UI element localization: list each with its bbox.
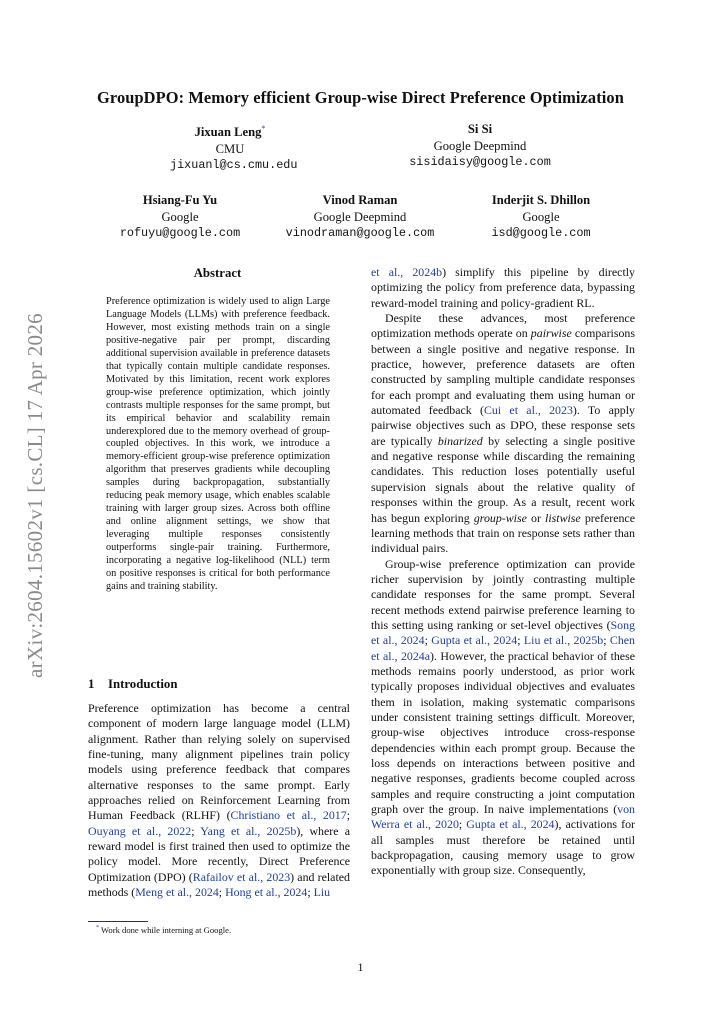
footnote xyxy=(96,925,231,935)
author-affiliation: Google xyxy=(161,209,199,224)
author-email: jixuanl@cs.cmu.edu xyxy=(170,158,298,173)
author-email: sisidaisy@google.com xyxy=(409,155,551,169)
author-name: Jixuan Leng xyxy=(194,125,262,140)
arxiv-identifier: arXiv:2604.15602v1 [cs.CL] 17 Apr 2026 xyxy=(22,312,47,678)
citation-link[interactable]: Hong et al., 2024 xyxy=(225,885,308,900)
citation-link[interactable]: Yang et al., 2025b xyxy=(200,823,297,838)
author-affiliation: Google Deepmind xyxy=(313,209,407,224)
author-name: Si Si xyxy=(467,122,493,136)
author-block-3 xyxy=(100,192,260,242)
citation-link[interactable]: von Werra et al., 2020 xyxy=(371,802,635,832)
author-block-5 xyxy=(461,192,621,242)
citation-link[interactable]: Gupta et al., 2024 xyxy=(431,633,518,648)
author-name: Hsiang-Fu Yu xyxy=(142,193,218,207)
author-affiliation: Google Deepmind xyxy=(433,138,527,153)
abstract-heading: Abstract xyxy=(193,266,242,280)
citation-link[interactable]: Chen et al., 2024a xyxy=(371,633,636,663)
author-affiliation: CMU xyxy=(215,141,245,156)
emphasized-term: binarized xyxy=(437,433,483,448)
citation-link[interactable]: Gupta et al., 2024 xyxy=(466,817,555,832)
citation-link[interactable]: Cui et al., 2023 xyxy=(483,403,573,418)
citation-link[interactable]: et al., 2024b xyxy=(371,265,443,279)
author-name: Vinod Raman xyxy=(322,193,398,207)
footnote-text: Work done while interning at Google. xyxy=(101,925,232,935)
author-block-2 xyxy=(400,121,560,171)
page-number: 1 xyxy=(357,960,364,974)
paper-title: GroupDPO: Memory efficient Group-wise Direct Preference Optimization xyxy=(97,88,624,107)
section-title: Introduction xyxy=(108,677,178,691)
paragraph: Despite these advances, most preference optimization methods operate on pairwise comparisons between a single positive and negative response. In practice, however, preference datasets are often constructed by sampling multiple candidate responses for each prompt and evaluating them using human or automated feedback (Cui et al., 2023). To apply pairwise objectives such as DPO, these response sets are typically binarized by selecting a single positive and negative response while discarding the remaining candidates. This reduction loses potentially useful supervision signals about the relative quality of responses within the group. As a result, recent work has begun exploring group-wise or listwise preference learning methods that train on response sets rather than individual pairs. xyxy=(371,311,635,556)
footnote-marker: * xyxy=(96,925,99,932)
citation-link[interactable]: Meng et al., 2024 xyxy=(135,885,219,900)
citation-link[interactable]: Rafailov et al., 2023 xyxy=(192,869,291,884)
right-column-body xyxy=(371,265,635,879)
emphasized-term: pairwise xyxy=(530,326,572,341)
emphasized-term: listwise xyxy=(545,510,581,525)
author-email: vinodraman@google.com xyxy=(285,226,435,240)
author-affiliation: Google xyxy=(522,209,560,224)
author-block-4 xyxy=(270,192,450,242)
citation-link[interactable]: Song et al., 2024 xyxy=(371,617,635,648)
emphasized-term: group-wise xyxy=(473,510,527,525)
author-block-1 xyxy=(170,121,298,174)
left-column-body xyxy=(88,701,350,900)
section-heading-introduction xyxy=(88,677,177,692)
section-number: 1 xyxy=(88,677,95,691)
footnote-marker: * xyxy=(261,124,266,133)
paragraph: et al., 2024b) simplify this pipeline by directly optimizing the policy from preference data, bypassing reward-model training and policy-gradient RL. xyxy=(371,265,636,310)
author-email: rofuyu@google.com xyxy=(119,226,241,240)
citation-link[interactable]: Ouyang et al., 2022 xyxy=(88,823,192,838)
paragraph: Preference optimization has become a central component of modern large language model (LLM) alignment. Rather than relying solely on supervised fine-tuning, many alignment pipelines train policy models using preference feedback that compares alternative responses to the same prompt. Early approaches relied on Reinforcement Learning from Human Feedback (RLHF) (Christiano et al., 2017; Ouyang et al., 2022; Yang et al., 2025b), where a reward model is first trained then used to optimize the policy model. More recently, Direct Preference Optimization (DPO) (Rafailov et al., 2023) and related methods (Meng et al., 2024; Hong et al., 2024; Liu xyxy=(88,701,350,900)
paragraph: Group-wise preference optimization can provide richer supervision by jointly contrasting multiple candidate responses for the same prompt. Several recent methods extend pairwise preference learning to this setting using ranking or set-level objectives (Song et al., 2024; Gupta et al., 2024; Liu et al., 2025b; Chen et al., 2024a). However, the practical behavior of these methods remains poorly understood, as prior work typically proposes individual objectives and evaluates them in isolation, making systematic comparisons under consistent training settings difficult. Moreover, group-wise objectives introduce cross-response dependencies within each prompt group. Because the loss depends on interactions between positive and negative responses, gradients become coupled across samples and require constructing a joint computation graph over the group. In naive implementations (von Werra et al., 2020; Gupta et al., 2024), activations for all samples must therefore be retained until backpropagation, causing memory usage to grow exponentially with group size. Consequently, xyxy=(371,556,636,878)
citation-link[interactable]: Christiano et al., 2017 xyxy=(230,808,347,823)
author-email: isd@google.com xyxy=(491,226,591,240)
citation-link[interactable]: Liu xyxy=(313,885,331,900)
abstract-text: Preference optimization is widely used to align Large Language Models (LLMs) with preference feedback. However, most existing methods train on a single positive-negative pair per prompt, discarding additional supervision available in preference datasets that typically contain multiple candidate responses. Motivated by this limitation, recent work explores group-wise preference optimization, which jointly contrasts multiple responses for the same prompt, but its empirical behavior and scalability remain underexplored due to the memory overhead of group-coupled objectives. In this work, we introduce a memory-efficient group-wise preference optimization algorithm that preserves gradients while decoupling samples during backpropagation, substantially reducing peak memory usage, which enables scalable training with larger group sizes. Across both offline and online alignment settings, we show that leveraging multiple responses consistently outperforms single-pair training. Furthermore, incorporating a negative log-likelihood (NLL) term on positive responses is critical for both performance gains and training stability. xyxy=(106,296,330,592)
citation-link[interactable]: Liu et al., 2025b xyxy=(523,633,604,648)
footnote-rule xyxy=(88,921,148,922)
author-name: Inderjit S. Dhillon xyxy=(491,193,591,207)
